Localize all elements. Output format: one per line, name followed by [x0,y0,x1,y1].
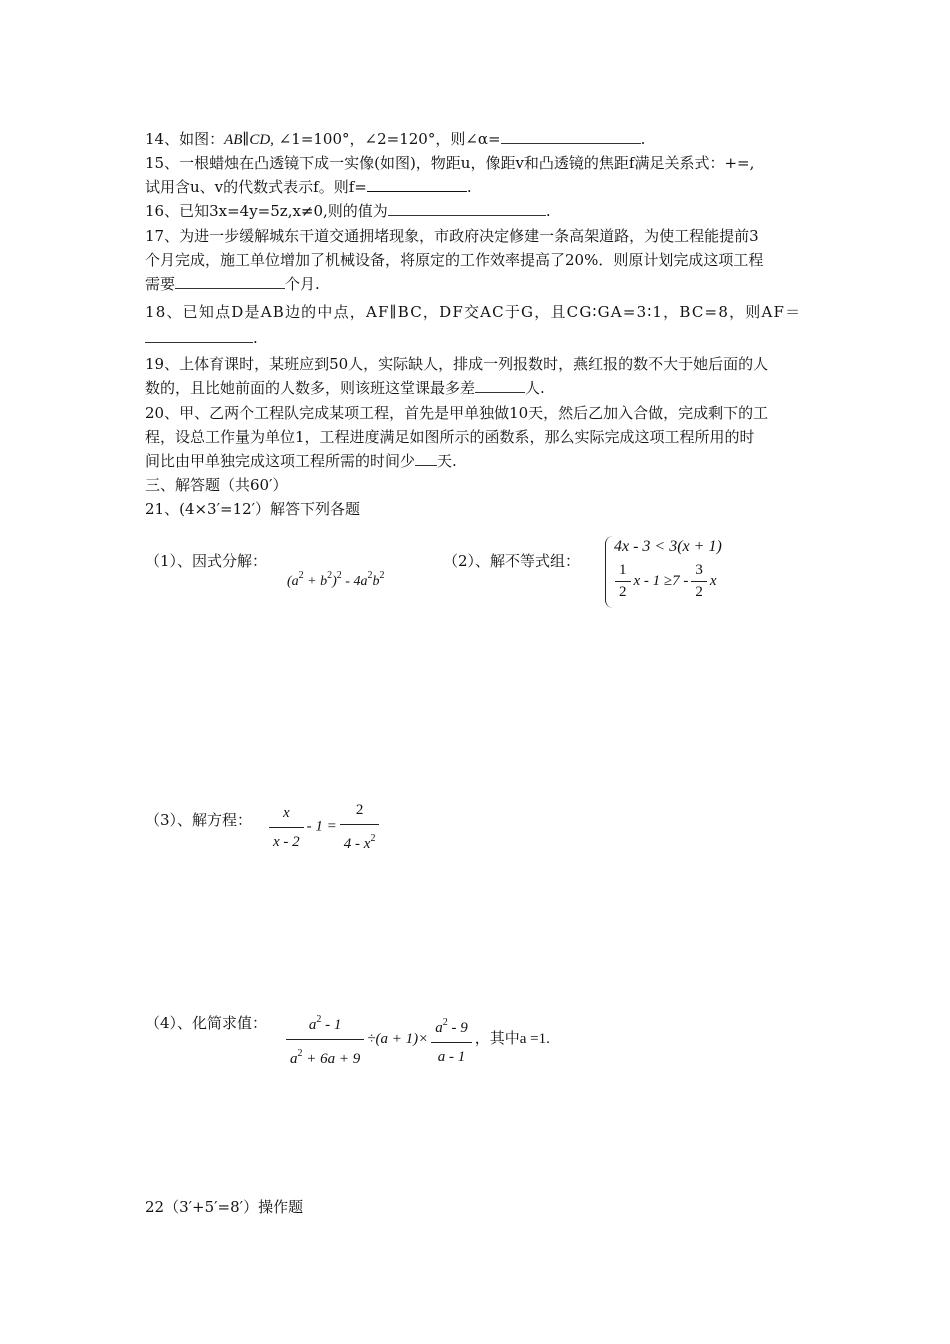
question-21-title: 21、(4×3′=12′）解答下列各题 [145,500,361,518]
exp: 2 [442,1016,448,1028]
t: a [308,1017,317,1033]
inequality-system [605,536,812,608]
q14-given: AB∥CD, [224,132,274,148]
question-19-line2 [145,376,810,400]
q19-answer-blank[interactable] [475,376,525,393]
question-15-line1: 15、一根蜡烛在凸透镜下成一实像(如图)，物距u，像距v和凸透镜的焦距f满足关系式：+=, [145,154,755,172]
q21-part1-expression [287,564,384,594]
question-17-line1: 17、为进一步缓解城东干道交通拥堵现象，市政府决定修建一条高架道路，为使工程能提前3 [145,227,759,245]
ineq2-end: x [709,572,717,589]
q20-suffix: 天. [437,452,457,470]
exp: 2 [297,1048,303,1059]
q18-suffix: . [253,329,258,347]
frac-den: x - 2 [269,827,304,854]
question-18-line1: 18、已知点D是AB边的中点，AF∥BC，DF交AC于G，且CG∶GA=3∶1，BC=8，则AF＝ [145,303,802,321]
q14-suffix: . [640,130,646,148]
exp: 2 [367,570,373,581]
question-17-line3 [145,272,810,296]
question-20-line2: 程，设总工作量为单位1，工程进度满足如图所示的函数系，那么实际完成这项工程所用的时 [145,428,755,446]
equation-mid: - 1 = [306,818,337,835]
section-3-title: 三、解答题（共60′） [145,476,288,494]
expr-d: - 4a [341,574,368,589]
q19-prefix: 数的，且比她前面的人数多，则该班这堂课最多差 [145,379,476,397]
exp: 2 [298,570,304,581]
question-18-line2 [145,326,810,350]
question-17-line2: 个月完成，施工单位增加了机械设备，将原定的工作效率提高了20%．则原计划完成这项工程 [145,251,764,269]
exp: 2 [327,570,333,581]
ineq2-mid: x - 1 ≥7 - [633,572,689,589]
t: a [435,1019,443,1036]
expr-mid: ÷(a + 1)× [367,1030,429,1047]
t: + 6a + 9 [302,1051,361,1067]
question-22-title: 22（3′+5′=8′）操作题 [145,1198,304,1216]
q16-suffix: . [545,202,551,220]
rhs-den-text: 4 - x [343,836,371,852]
frac-den [340,824,380,856]
frac-num [431,1011,472,1042]
q16-prefix: 16、已知3x=4y=5z,x≠0,则的值为 [145,202,388,220]
q20-prefix: 间比由甲单独完成这项工程所需的时间少 [145,452,416,470]
q21-part1-label: （1）、因式分解： [145,552,268,570]
fraction-half [615,562,631,601]
fraction-three-halves [691,562,707,601]
expr-c: ) [332,574,337,589]
q15-prefix: 试用含u、v的代数式表示f。则f= [145,178,367,196]
fraction-1 [286,1008,364,1071]
inequality-2 [612,562,717,601]
q17-answer-blank[interactable] [175,272,285,289]
frac-den: 2 [615,581,631,601]
q18-answer-blank[interactable] [145,326,253,343]
q16-answer-blank[interactable] [388,199,546,216]
q14-angles: ∠1=100°，∠2=120°，则∠α= [273,130,501,148]
q17-prefix: 需要 [145,275,176,293]
q19-suffix: 人. [525,379,545,397]
t: a [290,1051,298,1067]
fraction-2 [431,1011,472,1069]
question-19-line1: 19、上体育课时，某班应到50人，实际缺人，排成一列报数时，燕红报的数不大于她后面的人 [145,355,769,373]
q14-prefix: 14、如图： [145,130,225,148]
q17-suffix: 个月. [285,275,320,293]
question-15-line2 [145,175,810,199]
frac-den: 2 [691,581,707,601]
frac-num: 3 [695,562,703,578]
frac-num: 1 [619,562,627,578]
question-14 [145,127,810,152]
exp: 2 [379,570,385,581]
exp: 2 [316,1014,322,1025]
exp: 2 [336,570,342,581]
lhs-fraction [269,801,304,854]
frac-den [286,1039,364,1071]
question-20-line1: 20、甲、乙两个工程队完成某项工程，首先是甲单独做10天，然后乙加入合做，完成剩下的工 [145,404,769,422]
q21-part3-equation [266,798,382,856]
t: - 1 [321,1017,342,1033]
inequality-1: 4x - 3 < 3(x + 1) [614,538,722,555]
frac-num [286,1008,364,1039]
expr-a: (a [287,574,299,589]
t: - 9 [447,1019,468,1036]
q20-answer-blank[interactable] [415,449,437,466]
question-20-line3 [145,449,810,473]
q14-answer-blank[interactable] [501,127,641,144]
frac-num: x [282,804,290,821]
exp: 2 [370,833,376,844]
frac-num: 2 [355,802,364,818]
q21-part4-expression [283,1008,550,1071]
question-16 [145,199,810,223]
q21-part2-label: （2）、解不等式组： [443,552,581,570]
expr-tail: ，其中a =1. [474,1030,550,1047]
expr-e: b [372,574,380,589]
q21-part4-label: （4）、化简求值： [145,1014,268,1032]
q15-answer-blank[interactable] [367,175,467,192]
frac-den: a - 1 [431,1042,472,1069]
expr-b: + b [303,574,328,589]
rhs-fraction [340,798,380,856]
q21-part3-label: （3）、解方程： [145,811,253,829]
q15-suffix: . [466,178,472,196]
